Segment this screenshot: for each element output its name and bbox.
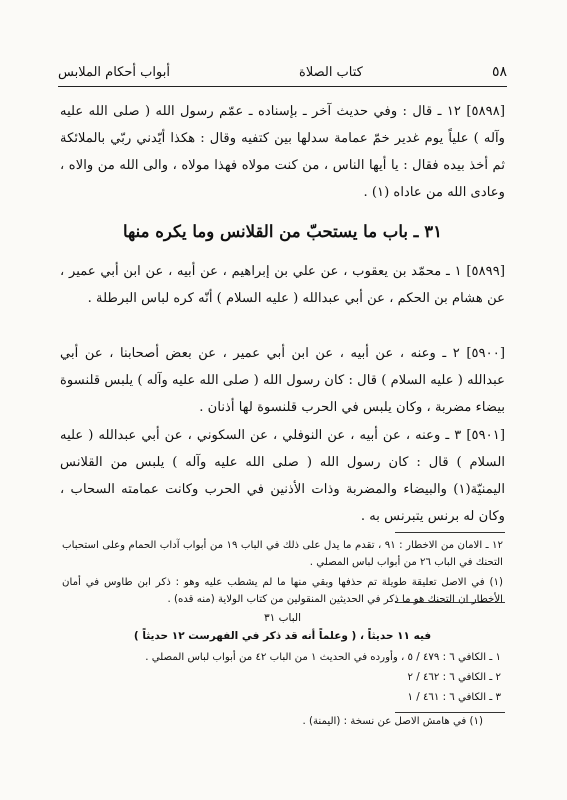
running-header bbox=[58, 60, 507, 84]
book-title: كتاب الصلاة bbox=[299, 64, 363, 80]
footnote-rule-3 bbox=[395, 712, 505, 713]
hadith-5901: [٥٩٠١] ٣ ـ وعنه ، عن أبيه ، عن النوفلي ، عن السكوني ، عن أبي عبدالله ( عليه السلام ) قال : كان رسول الله ( صلى الله عليه وآله ) يلبس من القلانس اليمنيّة(١) والبيضاء والمضربة وذات الأذنين في الحرب وكانت عمامته السحاب ، وكان له برنس يتبرنس به . bbox=[60, 428, 505, 524]
footnote-source: ١٢ ـ الامان من الاخطار : ٩١ ، تقدم ما يدل على ذلك في الباب ١٩ من أبواب آداب الحمام وعلى استحباب التحنك في الباب ٢٦ من أبواب لباس المصلي . bbox=[62, 540, 503, 568]
chapter-count: فيه ١١ حديثاً ، ( وعلماً أنه قد ذكر في الفهرست ١٢ حديثاً ) bbox=[133, 630, 432, 642]
hadith-5900: [٥٩٠٠] ٢ ـ وعنه ، عن أبيه ، عن ابن أبي عمير ، عن بعض أصحابنا ، عن أبي عبدالله ( عليه السلام ) قال : كان رسول الله ( صلى الله عليه وآله ) يلبس قلنسوة بيضاء مضربة ، وكان يلبس في الحرب قلنسوة لها أذنان . bbox=[60, 346, 505, 415]
chapter-title: أبواب أحكام الملابس bbox=[58, 64, 170, 80]
source-line: ٣ ـ الكافي ٦ : ٤٦١ / ١ bbox=[407, 692, 501, 703]
section-heading: ٣١ ـ باب ما يستحبّ من القلانس وما يكره منها bbox=[123, 222, 442, 241]
source-note: (١) في هامش الاصل عن نسخة : (اليمنة) . bbox=[302, 716, 483, 727]
footnote-rule-2 bbox=[395, 602, 505, 603]
header-rule bbox=[58, 86, 507, 87]
source-line: ١ ـ الكافي ٦ : ٤٧٩ / ٥ ، وأورده في الحديث ١ من الباب ٤٢ من أبواب لباس المصلي . bbox=[145, 652, 501, 663]
page-number: ٥٨ bbox=[491, 64, 507, 80]
hadith-5899: [٥٨٩٩] ١ ـ محمّد بن يعقوب ، عن علي بن إبراهيم ، عن أبيه ، عن ابن أبي عمير ، عن هشام بن الحكم ، عن أبي عبدالله ( عليه السلام ) أنّه كره لباس البرطلة . bbox=[60, 264, 505, 306]
hadith-5898: [٥٨٩٨] ١٢ ـ قال : وفي حديث آخر ـ بإسناده ـ عمّم رسول الله ( صلى الله عليه وآله ) علياً يوم غدير خمّ عمامة سدلها بين كتفيه وقال : هكذا أيّدني ربّي بالملائكة ثم أخذ بيده فقال : يا أيها الناس ، من كنت مولاه فهذا مولاه ، والى الله من والاه ، وعادى الله من عاداه (١) . bbox=[60, 104, 505, 200]
footnote-rule bbox=[395, 532, 505, 533]
source-line: ٢ ـ الكافي ٦ : ٤٦٢ / ٢ bbox=[407, 672, 501, 683]
chapter-label: الباب ٣١ bbox=[264, 612, 301, 624]
footnote-note: (١) في الاصل تعليقة طويلة تم حذفها وبقي منها ما لم يشطب عليه وهو : ذكر ابن طاوس في أمان الأخطار ان التحنك هو ما ذكر في الحديثين المنقولين من كتاب الولاية (منه قده) . bbox=[62, 577, 503, 605]
